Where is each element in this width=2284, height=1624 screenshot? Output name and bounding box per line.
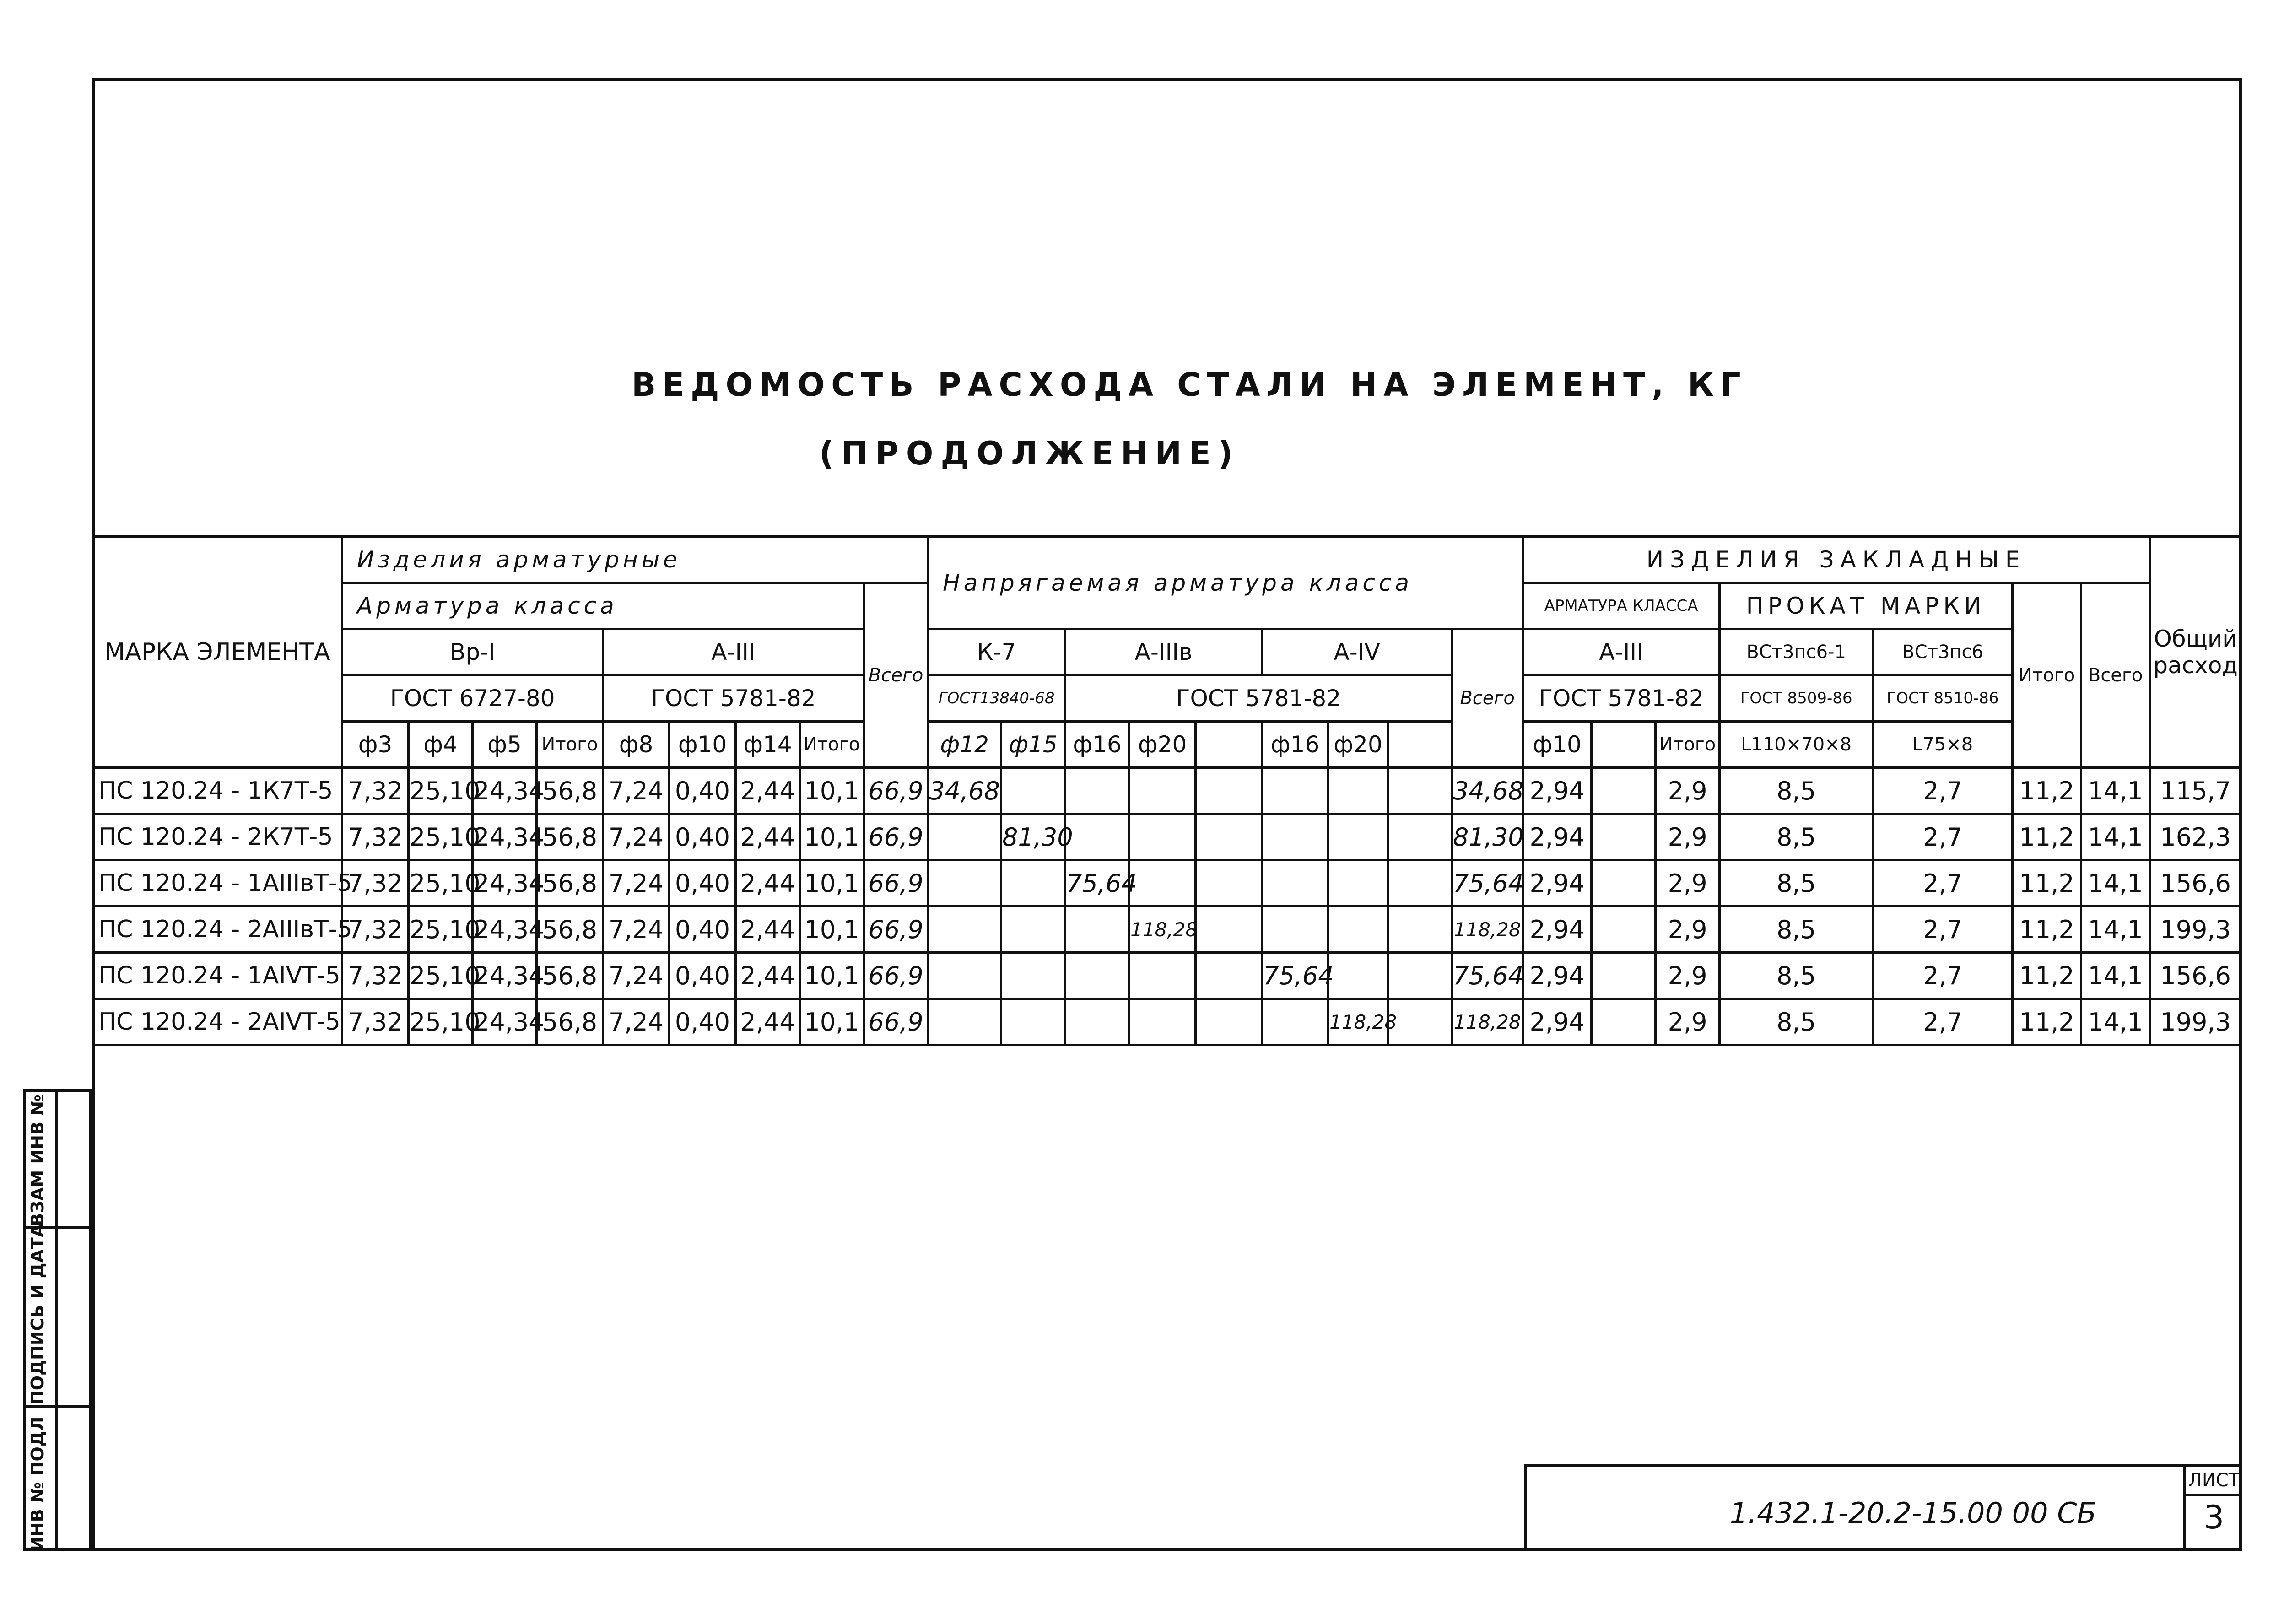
table-cell (928, 814, 1001, 860)
table-cell (1196, 768, 1262, 814)
table-cell: 81,30 (1001, 814, 1065, 860)
table-cell: 7,32 (342, 953, 409, 999)
header-d15: ф15 (1001, 722, 1065, 768)
table-cell: 24,34 (473, 768, 537, 814)
table-cell: 199,3 (2150, 906, 2241, 953)
header-total: Общий расход (2150, 537, 2241, 768)
header-gost-8509: ГОСТ 8509-86 (1720, 675, 1873, 722)
table-cell: 2,94 (1523, 860, 1592, 906)
document-code: 1.432.1-20.2-15.00 00 СБ (1730, 1496, 2097, 1530)
table-cell (1196, 999, 1262, 1045)
header-a3-2: А-III (1523, 629, 1720, 675)
table-cell: 14,1 (2081, 814, 2150, 860)
table-cell: 8,5 (1720, 814, 1873, 860)
table-cell (1262, 906, 1328, 953)
sheet-box (2183, 1464, 2242, 1551)
table-cell: 7,24 (603, 999, 670, 1045)
table-cell: 0,40 (670, 860, 736, 906)
header-group-prestressed: Напрягаемая арматура класса (928, 537, 1523, 629)
table-cell: 56,8 (537, 999, 603, 1045)
table-cell (1001, 953, 1065, 999)
table-cell (1328, 860, 1388, 906)
header-itogo-3: Итого (2013, 583, 2081, 768)
table-cell: 11,2 (2013, 814, 2081, 860)
table-cell (1592, 999, 1656, 1045)
header-mark: МАРКА ЭЛЕМЕНТА (93, 537, 342, 768)
table-cell: 2,44 (736, 814, 800, 860)
table-cell: 66,9 (864, 768, 928, 814)
table-cell: 66,9 (864, 814, 928, 860)
table-cell: 14,1 (2081, 906, 2150, 953)
table-row (93, 906, 2241, 953)
table-cell: 0,40 (670, 953, 736, 999)
table-cell (1001, 999, 1065, 1045)
header-d12: ф12 (928, 722, 1001, 768)
table-cell: 2,7 (1873, 906, 2013, 953)
table-cell (1328, 906, 1388, 953)
table-cell: 11,2 (2013, 906, 2081, 953)
table-cell (1388, 906, 1452, 953)
table-cell (1328, 814, 1388, 860)
table-cell: 2,44 (736, 953, 800, 999)
table-row (93, 768, 2241, 814)
table-cell: 7,32 (342, 814, 409, 860)
header-group-armatura: Изделия арматурные (342, 537, 928, 583)
side-strip (23, 1089, 92, 1551)
table-cell: 8,5 (1720, 953, 1873, 999)
table-cell (1262, 999, 1328, 1045)
table-cell: 7,32 (342, 768, 409, 814)
table-cell: 8,5 (1720, 906, 1873, 953)
header-d20-a: ф20 (1129, 722, 1196, 768)
table-cell: 7,32 (342, 906, 409, 953)
table-cell: 56,8 (537, 860, 603, 906)
table-cell (1388, 814, 1452, 860)
header-d14: ф14 (736, 722, 800, 768)
table-cell: 7,32 (342, 999, 409, 1045)
table-cell (1262, 814, 1328, 860)
table-cell: 2,44 (736, 999, 800, 1045)
header-gost-5781-b: ГОСТ 5781-82 (1065, 675, 1452, 722)
header-k7: К-7 (928, 629, 1065, 675)
side-strip-podpis: ПОДПИСЬ И ДАТА (27, 1224, 48, 1405)
table-cell: 7,24 (603, 860, 670, 906)
table-cell (1065, 814, 1129, 860)
table-cell: 7,24 (603, 814, 670, 860)
header-vst3ps6-1: ВСт3пс6-1 (1720, 629, 1873, 675)
table-cell (1388, 768, 1452, 814)
header-d10: ф10 (670, 722, 736, 768)
header-d20-b: ф20 (1328, 722, 1388, 768)
table-cell (928, 999, 1001, 1045)
table-cell (928, 953, 1001, 999)
table-cell: 56,8 (537, 814, 603, 860)
table-cell: 0,40 (670, 814, 736, 860)
table-cell (1262, 860, 1328, 906)
header-itogo-1: Итого (537, 722, 603, 768)
header-itogo-4: Итого (1656, 722, 1720, 768)
table-cell (1065, 953, 1129, 999)
table-cell (1196, 906, 1262, 953)
table-cell: 7,24 (603, 906, 670, 953)
table-cell: 115,7 (2150, 768, 2241, 814)
header-empty-c (1592, 722, 1656, 768)
table-cell: 24,34 (473, 860, 537, 906)
table-cell: 24,34 (473, 814, 537, 860)
header-gost-5781-a: ГОСТ 5781-82 (603, 675, 864, 722)
table-cell: 156,6 (2150, 953, 2241, 999)
table-cell: 7,24 (603, 953, 670, 999)
header-l110: L110×70×8 (1720, 722, 1873, 768)
table-cell: 2,9 (1656, 860, 1720, 906)
header-d4: ф4 (409, 722, 473, 768)
table-cell: 66,9 (864, 906, 928, 953)
table-cell: 118,28 (1452, 999, 1523, 1045)
table-cell: 2,7 (1873, 814, 2013, 860)
header-l75: L75×8 (1873, 722, 2013, 768)
table-cell (928, 860, 1001, 906)
table-cell: 2,9 (1656, 906, 1720, 953)
table-cell: 34,68 (1452, 768, 1523, 814)
row-mark: ПС 120.24 - 1АIIIвТ-5 (93, 860, 342, 906)
table-cell: 118,28 (1452, 906, 1523, 953)
table-cell: 2,94 (1523, 768, 1592, 814)
table-cell (1196, 814, 1262, 860)
header-group-embedded: ИЗДЕЛИЯ ЗАКЛАДНЫЕ (1523, 537, 2150, 583)
page-title: ВЕДОМОСТЬ РАСХОДА СТАЛИ НА ЭЛЕМЕНТ, КГ (632, 366, 1747, 404)
table-cell: 14,1 (2081, 999, 2150, 1045)
table-cell: 156,6 (2150, 860, 2241, 906)
table-cell: 11,2 (2013, 953, 2081, 999)
table-cell: 2,44 (736, 768, 800, 814)
table-cell: 25,10 (409, 999, 473, 1045)
side-strip-vzam: ВЗАМ ИНВ № (27, 1095, 48, 1226)
table-cell: 14,1 (2081, 860, 2150, 906)
header-gost-8510: ГОСТ 8510-86 (1873, 675, 2013, 722)
table-cell: 8,5 (1720, 768, 1873, 814)
header-vst3ps6: ВСт3пс6 (1873, 629, 2013, 675)
header-a3: А-III (603, 629, 864, 675)
table-cell: 162,3 (2150, 814, 2241, 860)
header-armatura-klassa: Арматура класса (342, 583, 864, 629)
table-cell: 75,64 (1262, 953, 1328, 999)
table-cell: 10,1 (800, 768, 864, 814)
header-armatura-klassa-2: АРМАТУРА КЛАССА (1523, 583, 1720, 629)
header-d16-a: ф16 (1065, 722, 1129, 768)
header-gost-6727: ГОСТ 6727-80 (342, 675, 603, 722)
row-mark: ПС 120.24 - 1АIVТ-5 (93, 953, 342, 999)
table-cell: 11,2 (2013, 768, 2081, 814)
header-vsego-1: Всего (864, 583, 928, 768)
page-subtitle: (ПРОДОЛЖЕНИЕ) (819, 435, 1240, 472)
header-empty-a (1196, 722, 1262, 768)
table-cell: 118,28 (1129, 906, 1196, 953)
side-strip-cell-podpis (26, 1224, 89, 1408)
table-cell (1001, 906, 1065, 953)
table-cell (1328, 768, 1388, 814)
table-cell (1129, 768, 1196, 814)
table-cell (1129, 814, 1196, 860)
table-cell: 25,10 (409, 860, 473, 906)
table-cell: 56,8 (537, 906, 603, 953)
table-cell: 118,28 (1328, 999, 1388, 1045)
table-cell (928, 906, 1001, 953)
table-cell: 25,10 (409, 768, 473, 814)
table-cell (1388, 999, 1452, 1045)
header-a3v: А-IIIв (1065, 629, 1262, 675)
table-cell (1328, 953, 1388, 999)
header-d8: ф8 (603, 722, 670, 768)
header-itogo-2: Итого (800, 722, 864, 768)
table-cell (1065, 999, 1129, 1045)
table-row (93, 814, 2241, 860)
table-row (93, 860, 2241, 906)
table-cell: 2,94 (1523, 906, 1592, 953)
table-cell: 2,7 (1873, 999, 2013, 1045)
header-gost-13840: ГОСТ13840-68 (928, 675, 1065, 722)
table-cell: 24,34 (473, 953, 537, 999)
table-cell (1196, 953, 1262, 999)
table-cell: 24,34 (473, 999, 537, 1045)
table-body (93, 768, 2241, 1045)
sheet-label: ЛИСТ (2186, 1464, 2242, 1496)
table-cell (1129, 860, 1196, 906)
table-cell: 56,8 (537, 768, 603, 814)
header-d5: ф5 (473, 722, 537, 768)
table-cell: 2,7 (1873, 860, 2013, 906)
table-cell: 10,1 (800, 814, 864, 860)
table-cell: 2,9 (1656, 768, 1720, 814)
header-bp1: Вр-I (342, 629, 603, 675)
table-cell: 25,10 (409, 814, 473, 860)
table-cell (1592, 953, 1656, 999)
header-a4: А-IV (1262, 629, 1452, 675)
table-cell (1129, 999, 1196, 1045)
table-cell: 2,9 (1656, 999, 1720, 1045)
table-cell (1065, 768, 1129, 814)
table-cell: 11,2 (2013, 999, 2081, 1045)
table-cell: 25,10 (409, 906, 473, 953)
table-cell: 2,7 (1873, 953, 2013, 999)
table-cell (1388, 860, 1452, 906)
header-prokat: ПРОКАТ МАРКИ (1720, 583, 2013, 629)
row-mark: ПС 120.24 - 1К7Т-5 (93, 768, 342, 814)
table-row (93, 953, 2241, 999)
table-cell: 10,1 (800, 999, 864, 1045)
table-cell: 10,1 (800, 906, 864, 953)
table-cell: 66,9 (864, 953, 928, 999)
table-cell: 199,3 (2150, 999, 2241, 1045)
table-cell (1592, 814, 1656, 860)
table-cell: 66,9 (864, 999, 928, 1045)
table-cell: 11,2 (2013, 860, 2081, 906)
row-mark: ПС 120.24 - 2К7Т-5 (93, 814, 342, 860)
table-row (93, 999, 2241, 1045)
table-cell: 2,94 (1523, 953, 1592, 999)
table-cell: 34,68 (928, 768, 1001, 814)
header-empty-b (1388, 722, 1452, 768)
table-cell: 75,64 (1452, 860, 1523, 906)
row-mark: ПС 120.24 - 2АIVТ-5 (93, 999, 342, 1045)
side-strip-cell-inv (26, 1408, 89, 1554)
table-cell: 10,1 (800, 953, 864, 999)
table-cell (1065, 906, 1129, 953)
table-cell: 56,8 (537, 953, 603, 999)
table-cell: 2,9 (1656, 814, 1720, 860)
table-cell: 2,7 (1873, 768, 2013, 814)
table-cell: 8,5 (1720, 999, 1873, 1045)
table-cell: 2,94 (1523, 814, 1592, 860)
header-d10-b: ф10 (1523, 722, 1592, 768)
table-cell (1196, 860, 1262, 906)
header-d16-b: ф16 (1262, 722, 1328, 768)
table-cell: 14,1 (2081, 953, 2150, 999)
table-cell: 75,64 (1065, 860, 1129, 906)
sheet-number: 3 (2203, 1499, 2225, 1536)
row-mark: ПС 120.24 - 2АIIIвТ-5 (93, 906, 342, 953)
header-gost-5781-c: ГОСТ 5781-82 (1523, 675, 1720, 722)
table-cell (1129, 953, 1196, 999)
table-cell: 66,9 (864, 860, 928, 906)
table-cell: 81,30 (1452, 814, 1523, 860)
table-cell (1262, 768, 1328, 814)
table-cell: 2,44 (736, 860, 800, 906)
table-cell: 2,44 (736, 906, 800, 953)
table-cell: 7,24 (603, 768, 670, 814)
table-cell (1592, 906, 1656, 953)
table-cell (1388, 953, 1452, 999)
table-cell (1001, 768, 1065, 814)
table-cell: 14,1 (2081, 768, 2150, 814)
table-cell: 10,1 (800, 860, 864, 906)
table-cell (1592, 768, 1656, 814)
table-cell: 0,40 (670, 999, 736, 1045)
table-cell: 2,9 (1656, 953, 1720, 999)
table-cell: 2,94 (1523, 999, 1592, 1045)
table-cell: 8,5 (1720, 860, 1873, 906)
header-vsego-2: Всего (1452, 629, 1523, 768)
table-cell (1001, 860, 1065, 906)
side-strip-inv: ИНВ № ПОДЛ (27, 1416, 48, 1551)
header-vsego-3: Всего (2081, 583, 2150, 768)
table-cell: 75,64 (1452, 953, 1523, 999)
table-cell: 24,34 (473, 906, 537, 953)
table-cell: 0,40 (670, 768, 736, 814)
table-cell (1592, 860, 1656, 906)
table-cell: 25,10 (409, 953, 473, 999)
header-d3: ф3 (342, 722, 409, 768)
table-cell: 0,40 (670, 906, 736, 953)
table-cell: 7,32 (342, 860, 409, 906)
steel-consumption-table (92, 535, 2242, 1046)
side-strip-cell-vzam (26, 1092, 89, 1229)
